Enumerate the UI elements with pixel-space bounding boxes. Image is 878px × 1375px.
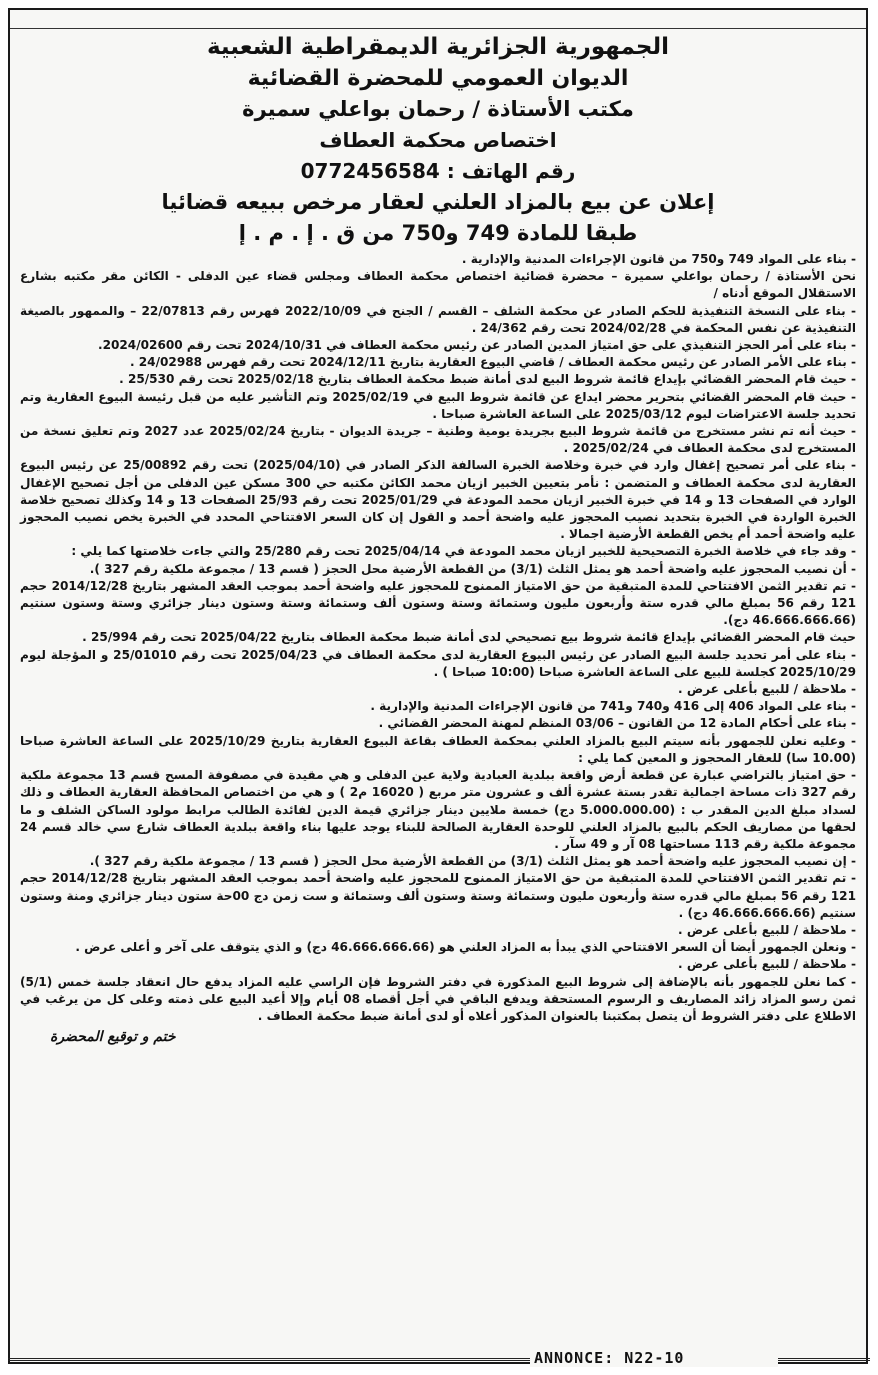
header-subtitle: طبقا للمادة 749 و750 من ق . إ . م . إ [238, 221, 638, 245]
announcement-body [10, 249, 866, 1025]
paragraph: - أن نصيب المحجوز عليه واضحة أحمد هو يمثل الثلث (3/1) من القطعة الأرضية محل الحجز ( قسم 13 / مجموعة ملكية رقم 327 ). [89, 561, 856, 576]
paragraph: - بناء على المواد 406 إلى 416 و740 و741 من قانون الإجراءات المدنية والإدارية . [370, 699, 856, 714]
paragraph: - بناء على الأمر الصادر عن رئيس محكمة العطاف / قاضي البيوع العقارية بتاريخ 2024/12/11 تحت رقم فهرس 24/02988 . [129, 355, 856, 370]
paragraph: - بناء على أمر الحجز التنفيذي على حق امتياز المدين الصادر عن رئيس محكمة العطاف في 2024/10/31 تحت رقم 2024/02600. [97, 338, 856, 353]
paragraph: - ملاحظة / للبيع بأعلى عرض . [678, 682, 856, 697]
header-office: الديوان العمومي للمحضرة القضائية [247, 66, 629, 91]
header-title: إعلان عن بيع بالمزاد العلني لعقار مرخص ببيعه قضائيا [161, 190, 715, 214]
paragraph: - بناء على أمر تحديد جلسة البيع الصادر عن رئيس البيوع العقارية لدى محكمة العطاف في 2025/04/23 تحت رقم 25/01010 و المؤجلة ليوم 2025/10/29 كجلسة للبيع على الساعة العاشرة صباحا (10:00 صباحا ) . [20, 647, 856, 679]
paragraph: - حق امتياز بالتراضي عبارة عن قطعة أرض واقعة ببلدية العبادية ولاية عين الدفلى و هي مقيدة في مصفوفة المسح قسم 13 مجموعة ملكية رقم 327 ذات مساحة اجمالية تقدر بستة عشرة ألف و عشرون متر مربع ( 16020 م2 ) و هي من اختصاص المحافظة العقارية العطاف و ذلك لسداد مبلغ الدين المقدر ب : (5.000.000.00 دج) خمسة ملايين دينار جزائري قيمة الدين لفائدة الطالب مرابط مولود الساكن الشلف و ما لحقها من مصاريف الحكم بالبيع بالمزاد العلني للوحدة العقارية الصالحة للبناء يوجد عليها بناء واقعة ببلدية العطاف شارع سي خالد قسم 24 مجموعة ملكية رقم 113 مساحتها 08 آر و 49 سآر . [20, 768, 856, 851]
paragraph: - حيث أنه تم نشر مستخرج من قائمة شروط البيع بجريدة يومية وطنية – جريدة الديوان - بتاريخ 2025/02/24 عدد 2027 وتم تعليق نسخة من المستخرج لدى محكمة العطاف في 2025/02/24 . [20, 424, 856, 456]
header-republic: الجمهورية الجزائرية الديمقراطية الشعبية [206, 34, 670, 60]
paragraph: - تم تقدير الثمن الافتتاحي للمدة المتبقية من حق الامتياز الممنوح للمحجوز عليه واضحة أحمد بموجب العقد المشهر بتاريخ 2014/12/28 حجم 121 رقم 56 بمبلغ مالي قدره ستة وأربعون مليون وستمائة وستة وستون ألف وستمائة وستة وستون دينار جزائري وستة وستون سنتيم (46.666.666.66 دج). [20, 578, 856, 628]
paragraph: - بناء على أمر تصحيح إغفال وارد في خبرة وخلاصة الخبرة السالفة الذكر الصادر في (2025/04/10) تحت رقم 25/00892 عن رئيس البيوع العقارية لدى محكمة العطاف و المتضمن : نأمر بتعيين الخبير ازيان محمد الكائن مكتبه حي 300 مسكن عين الدفلى من أجل تصحيح الإغفال الوارد في الصفحات 13 و 14 في خبرة الخبير ازيان محمد المودعة في 2025/01/29 تحت رقم 25/93 الصفحات 13 و 14 وكذلك تصحيح خلاصة الخبرة الواردة في الخبرة بتحديد نصيب المحجوز عليه واضحة أحمد و القول إن كان السعر الافتتاحي المحدد في الخبرة يخص نصيب المحجوز عليه واضحة أحمد أم يخص القطعة الأرضية اجمالا . [20, 458, 857, 542]
header-jurisdiction: اختصاص محكمة العطاف [319, 128, 557, 152]
paragraph: - ونعلن الجمهور أيضا أن السعر الافتتاحي الذي يبدأ به المزاد العلني هو (46.666.666.66 دج) و الذي يتوقف على آخر و أعلى عرض . [75, 940, 856, 955]
paragraph: - تم تقدير الثمن الافتتاحي للمدة المتبقية من حق الامتياز الممنوح للمحجوز عليه واضحة أحمد بموجب العقد المشهر بتاريخ 2014/12/28 حجم 121 رقم 56 بمبلغ مالي قدره ستة وأربعون مليون وستمائة وستة وستون ألف وستمائة و ست زمن دج 00حة ستون دينار جزائري ومنة وستون سنتيم (46.666.666.66 دج) . [20, 871, 856, 920]
document-header [10, 32, 866, 249]
signature-line: ختم و توقيع المحضرة [50, 1029, 176, 1046]
paragraph: - كما نعلن للجمهور بأنه بالإضافة إلى شروط البيع المذكورة في دفتر الشروط فإن الراسي عليه المزاد يدفع حال انعقاد جلسة خمس (5/1) ثمن رسو المزاد زائد المصاريف و الرسوم المستحقة ويدفع الباقي في أجل أقصاه 08 أيام وإلا أعيد البيع على ذمته وعلى كل من يرغب في الاطلاع على دفتر الشروط أن يتصل بمكتبنا بالعنوان المذكور أعلاه أو لدى أمانة ضبط محكمة العطاف . [20, 974, 856, 1023]
paragraph: نحن الأستاذة / رحمان بواعلي سميرة – محضرة قضائية اختصاص محكمة العطاف ومجلس قضاء عين الدفلى - الكائن مقر مكتبه بشارع الاستقلال الموقع أدناه / [20, 269, 856, 301]
paragraph: - حيث قام المحضر القضائي بتحرير محضر ايداع عن قائمة شروط البيع في 2025/02/19 وتم التأشير عليه من قبل رئيسة البيوع العقارية وتم تحديد جلسة الاعتراضات ليوم 2025/03/12 على الساعة العاشرة صباحا . [20, 389, 856, 421]
paragraph: - حيث قام المحضر القضائي بإيداع قائمة شروط البيع لدى أمانة ضبط محكمة العطاف بتاريخ 2025/02/18 تحت رقم 25/530 . [119, 372, 856, 387]
paragraph: - إن نصيب المحجوز عليه واضحة أحمد هو يمثل الثلث (3/1) من القطعة الأرضية محل الحجز ( قسم 13 / مجموعة ملكية رقم 327 ). [89, 854, 856, 869]
paragraph: - بناء على النسخة التنفيذية للحكم الصادر عن محكمة الشلف – القسم / الجنح في 2022/10/09 فهرس رقم 22/07813 – والممهور بالصيغة التنفيذية عن نفس المحكمة في 2024/02/28 تحت رقم 24/362 . [20, 303, 857, 335]
paragraph: - بناء على أحكام المادة 12 من القانون – 03/06 المنظم لمهنة المحضر القضائي . [378, 716, 856, 731]
paragraph: - وقد جاء في خلاصة الخبرة التصحيحية للخبير ازيان محمد المودعة في 2025/04/14 تحت رقم 25/280 والتي جاءت خلاصتها كما يلي : [71, 544, 856, 559]
header-phone: رقم الهاتف : 0772456584 [300, 159, 576, 183]
paragraph: - بناء على المواد 749 و750 من قانون الإجراءات المدنية والإدارية . [461, 252, 856, 266]
announcement-number: ANNONCE: N22-10 [530, 1349, 778, 1367]
top-border [10, 10, 866, 29]
header-bailiff: مكتب الأستاذة / رحمان بواعلي سميرة [242, 97, 634, 121]
announcement-page [8, 8, 868, 1364]
paragraph: - ملاحظة / للبيع بأعلى عرض . [678, 922, 856, 937]
paragraph: حيث قام المحضر القضائي بإيداع قائمة شروط بيع تصحيحي لدى أمانة ضبط محكمة العطاف بتاريخ 2025/04/22 تحت رقم 25/994 . [82, 630, 856, 645]
paragraph: - وعليه نعلن للجمهور بأنه سيتم البيع بالمزاد العلني بمحكمة العطاف بقاعة البيوع العقارية بتاريخ 2025/10/29 على الساعة العاشرة صباحا (10.00 سا) للعقار المحجوز و المعين كما يلي : [20, 733, 856, 765]
paragraph: - ملاحظة / للبيع بأعلى عرض . [678, 957, 856, 972]
